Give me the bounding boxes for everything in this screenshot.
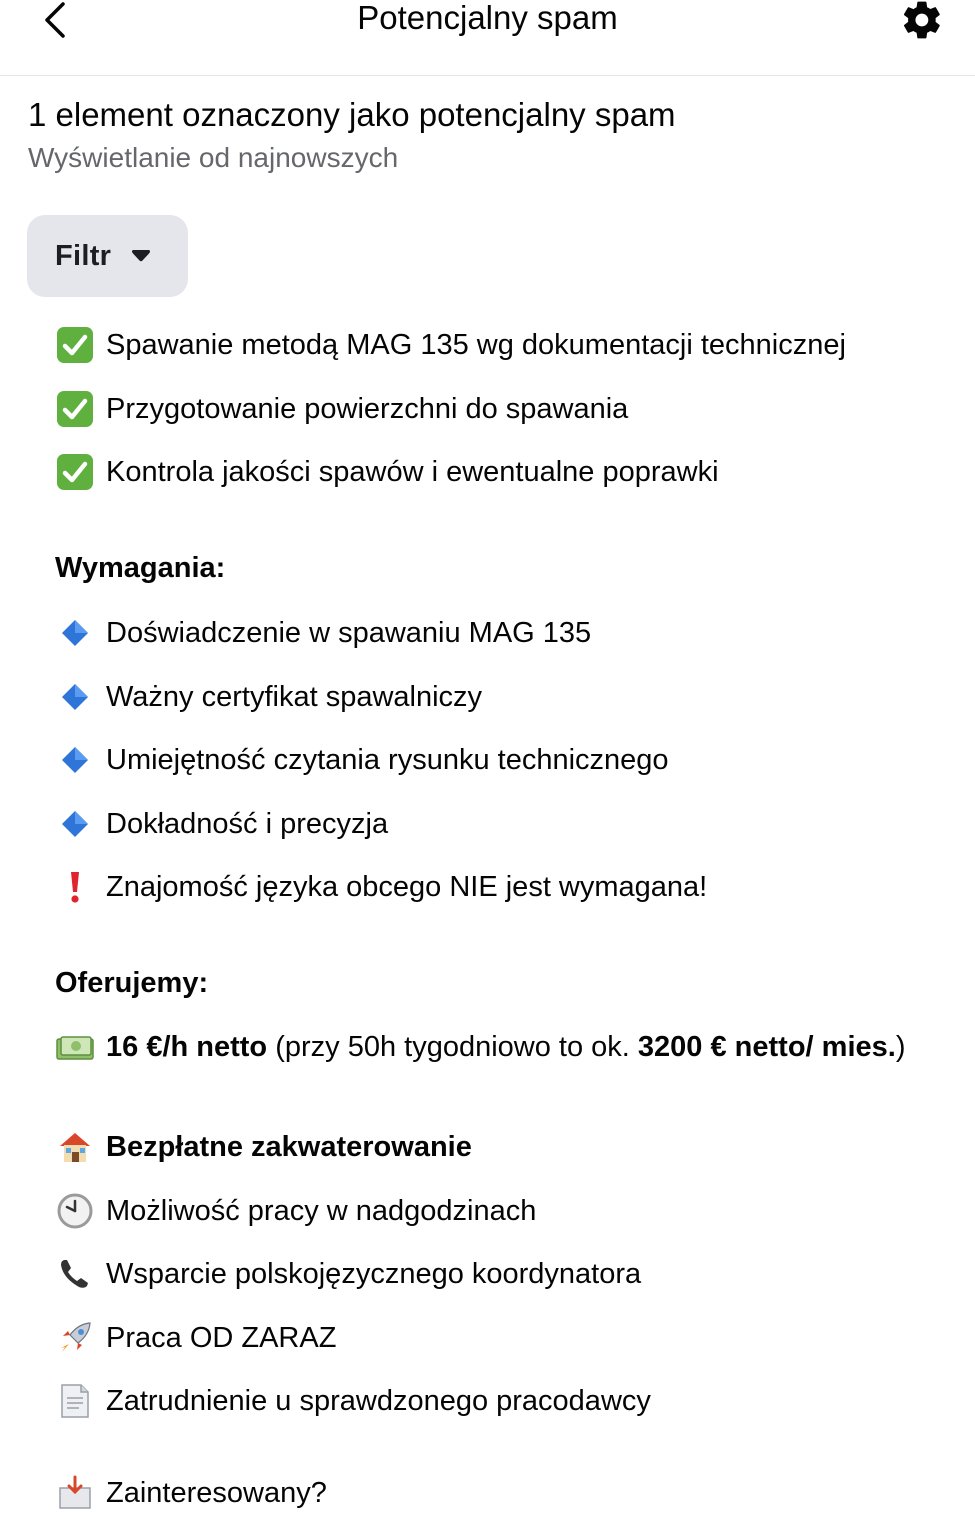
pay-rate: 16 €/h netto xyxy=(106,1031,268,1063)
offer-text: Praca OD ZARAZ xyxy=(106,1322,337,1354)
list-item xyxy=(55,1254,641,1294)
requirement-text: Doświadczenie w spawaniu MAG 135 xyxy=(106,617,592,649)
list-item xyxy=(55,740,669,780)
list-item xyxy=(55,452,719,492)
offer-text: Wsparcie polskojęzycznego koordynatora xyxy=(106,1258,642,1290)
blue-diamond-icon xyxy=(55,677,95,717)
check-box-icon xyxy=(55,452,95,492)
pay-monthly: 3200 € netto/ mies. xyxy=(637,1031,896,1063)
blue-diamond-icon xyxy=(55,613,95,653)
task-text: Przygotowanie powierzchni do spawania xyxy=(106,393,629,425)
requirements-heading: Wymagania: xyxy=(55,552,226,584)
blue-diamond-icon xyxy=(55,804,95,844)
list-item xyxy=(55,613,591,653)
banknote-icon xyxy=(55,1028,95,1068)
list-item xyxy=(55,1318,336,1358)
offer-text: Zatrudnienie u sprawdzonego pracodawcy xyxy=(106,1385,651,1417)
blue-diamond-icon xyxy=(55,740,95,780)
inbox-icon xyxy=(55,1473,95,1513)
exclamation-icon xyxy=(55,867,95,907)
list-item xyxy=(55,1127,472,1167)
filter-label: Filtr xyxy=(55,239,112,272)
list-item xyxy=(55,867,707,907)
list-item xyxy=(55,677,482,717)
caret-down-icon xyxy=(131,250,151,262)
gear-icon xyxy=(900,0,944,42)
requirement-text: Dokładność i precyzja xyxy=(106,808,389,840)
task-text: Kontrola jakości spawów i ewentualne poprawki xyxy=(106,456,719,488)
top-bar xyxy=(0,0,975,76)
clock-icon xyxy=(55,1191,95,1231)
pay-item xyxy=(55,1028,935,1068)
summary xyxy=(28,94,676,176)
list-item xyxy=(55,1191,536,1231)
sort-info: Wyświetlanie od najnowszych xyxy=(28,142,399,173)
requirement-text: Umiejętność czytania rysunku technicznego xyxy=(106,744,669,776)
settings-button[interactable] xyxy=(897,0,947,43)
house-icon xyxy=(55,1127,95,1167)
pay-end: ) xyxy=(895,1031,906,1063)
task-text: Spawanie metodą MAG 135 wg dokumentacji technicznej xyxy=(106,329,846,361)
list-item xyxy=(55,804,388,844)
page-title: Potencjalny spam xyxy=(357,0,618,36)
list-item xyxy=(55,325,846,365)
filter-button[interactable] xyxy=(27,215,188,297)
footer-text: Zainteresowany? xyxy=(106,1477,327,1509)
offer-text: Możliwość pracy w nadgodzinach xyxy=(106,1195,537,1227)
phone-icon xyxy=(55,1254,95,1294)
offer-heading: Oferujemy: xyxy=(55,967,209,999)
document-icon xyxy=(55,1381,95,1421)
check-box-icon xyxy=(55,325,95,365)
list-item xyxy=(55,389,628,429)
list-item xyxy=(55,1473,327,1513)
summary-title: 1 element oznaczony jako potencjalny spam xyxy=(28,96,676,133)
requirement-text: Znajomość języka obcego NIE jest wymagana! xyxy=(106,871,708,903)
requirement-text: Ważny certyfikat spawalniczy xyxy=(106,681,483,713)
list-item xyxy=(55,1381,651,1421)
housing-text: Bezpłatne zakwaterowanie xyxy=(106,1131,472,1163)
check-box-icon xyxy=(55,389,95,429)
pay-detail: (przy 50h tygodniowo to ok. xyxy=(267,1031,638,1063)
rocket-icon xyxy=(55,1318,95,1358)
